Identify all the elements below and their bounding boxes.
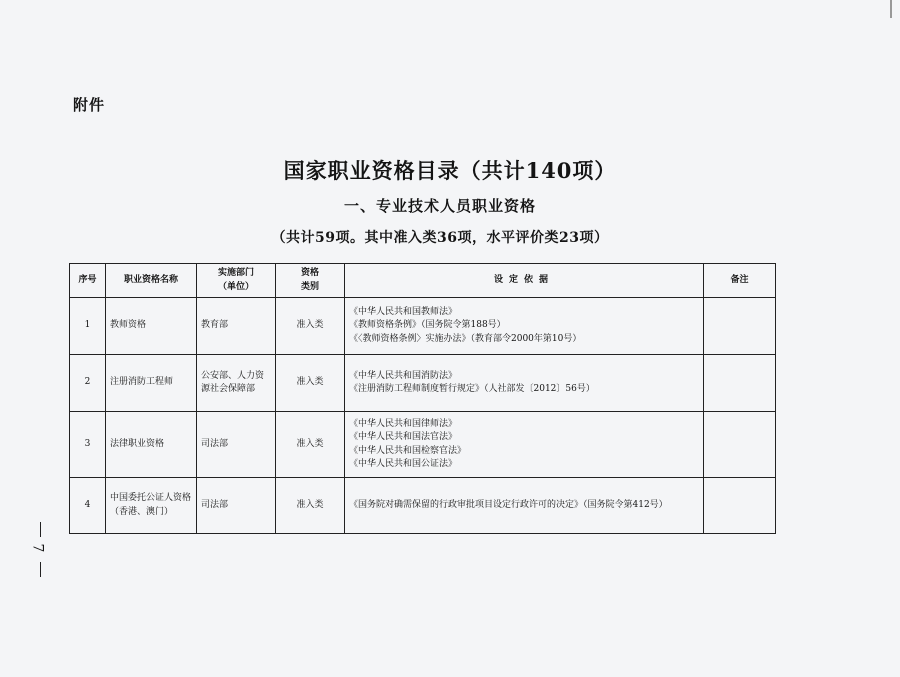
header-type [276, 264, 345, 298]
header-type-line2: 类别 [300, 281, 319, 292]
row-type: 准入类 [276, 355, 345, 412]
basis-line: 《国务院对确需保留的行政审批项目设定行政许可的决定》（国务院令第412号） [349, 499, 668, 510]
table-row [70, 412, 776, 478]
row-dept: 公安部、人力资源社会保障部 [197, 355, 276, 412]
header-basis: 设定依据 [345, 264, 704, 298]
basis-line: 《中华人民共和国公证法》 [349, 458, 458, 469]
header-dept [197, 264, 276, 298]
basis-line: 《中华人民共和国教师法》 [349, 307, 458, 318]
attachment-label: 附件 [73, 96, 106, 114]
row-dept: 司法部 [197, 478, 276, 534]
section-title: 一、专业技术人员职业资格 [343, 197, 536, 215]
basis-line: 《注册消防工程师制度暂行规定》（人社部发〔2012〕56号） [349, 384, 595, 394]
row-name: 法律职业资格 [106, 412, 197, 478]
page-title: 国家职业资格目录（共计140项） [283, 158, 617, 183]
basis-line: 《〈教师资格条例〉实施办法》（教育部令2000年第10号） [349, 333, 582, 344]
row-seq: 3 [70, 412, 106, 478]
row-basis [345, 478, 704, 534]
table-header-row [70, 264, 776, 298]
header-dept-line2: （单位） [217, 281, 254, 292]
row-type: 准入类 [276, 412, 345, 478]
page-number-dash [40, 522, 41, 537]
basis-line: 《中华人民共和国法官法》 [349, 432, 458, 443]
row-seq: 2 [70, 355, 106, 412]
row-dept: 教育部 [197, 298, 276, 355]
header-type-line1: 资格 [300, 268, 319, 279]
header-seq: 序号 [70, 264, 106, 298]
basis-line: 《中华人民共和国检察官法》 [349, 445, 467, 456]
row-type: 准入类 [276, 478, 345, 534]
row-remark [704, 355, 776, 412]
header-dept-line1: 实施部门 [217, 268, 254, 279]
page-number-dash [40, 562, 41, 577]
row-name: 中国委托公证人资格（香港、澳门） [106, 478, 197, 534]
page-number [30, 522, 52, 578]
row-basis [345, 298, 704, 355]
row-remark [704, 412, 776, 478]
table-row [70, 478, 776, 534]
header-remark: 备注 [704, 264, 776, 298]
row-name: 注册消防工程师 [106, 355, 197, 412]
qualification-table [69, 263, 776, 534]
row-dept: 司法部 [197, 412, 276, 478]
row-basis [345, 355, 704, 412]
row-basis [345, 412, 704, 478]
row-remark [704, 478, 776, 534]
row-seq: 1 [70, 298, 106, 355]
basis-line: 《教师资格条例》（国务院令第188号） [349, 320, 506, 331]
scan-edge-mark [890, 0, 892, 18]
header-name: 职业资格名称 [106, 264, 197, 298]
row-seq: 4 [70, 478, 106, 534]
basis-line: 《中华人民共和国律师法》 [349, 419, 458, 430]
section-summary: （共计59项。其中准入类36项，水平评价类23项） [271, 230, 609, 246]
page-number-value: 7 [29, 543, 46, 553]
table-row [70, 355, 776, 412]
basis-line: 《中华人民共和国消防法》 [349, 370, 458, 381]
row-type: 准入类 [276, 298, 345, 355]
table-row [70, 298, 776, 355]
row-remark [704, 298, 776, 355]
row-name: 教师资格 [106, 298, 197, 355]
